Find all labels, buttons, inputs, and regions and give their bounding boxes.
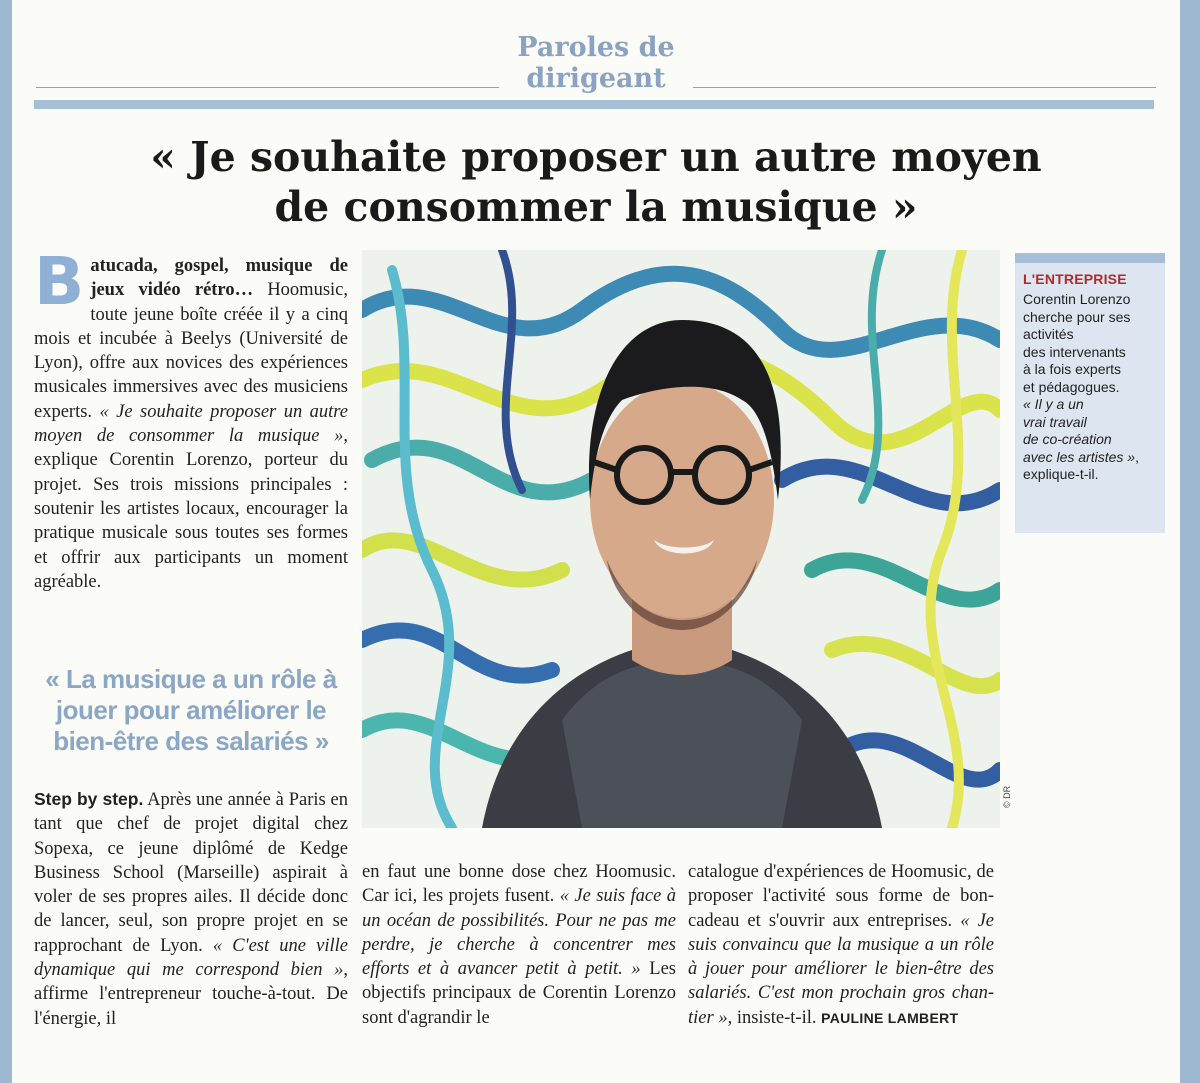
sidebar-line: et pédagogues.: [1023, 378, 1120, 395]
sidebar-quote-line: de co-création: [1023, 431, 1112, 447]
sidebar-quote-line: « Il y a un: [1023, 396, 1084, 412]
sidebar-bar: [1015, 253, 1165, 263]
pull-quote: « La musique a un rôle à jouer pour améliorer le bien-être des salariés »: [45, 664, 337, 756]
drop-cap: B: [34, 243, 85, 320]
step-quote: « C'est une ville dynamique qui me correspond bien »: [34, 935, 348, 981]
intro-text-continued: , explique Corentin Lorenzo, porteur du projet. Ses trois missions principales : soutenir les artistes locaux, encourager la pratique musicale sous toutes ses formes et offrir aux participants un moment agréable.: [34, 426, 348, 592]
rubric-line2: dirigeant: [517, 63, 674, 94]
sidebar-line: Corentin Lorenzo: [1023, 291, 1131, 307]
column-3: [688, 860, 994, 1030]
headline-line1: « Je souhaite proposer un autre moyen: [150, 133, 1042, 181]
sidebar-comma: ,: [1135, 448, 1139, 465]
step-text-continued: , affirme l'entrepreneur touche-à-tout. De l'énergie, il: [34, 960, 348, 1029]
headline: [12, 132, 1180, 232]
col3-text-continued: , insiste-t-il.: [727, 1007, 822, 1028]
rubric-line1: Paroles de: [517, 32, 675, 63]
sidebar-line: des intervenants: [1023, 343, 1126, 360]
magazine-page: [12, 0, 1180, 1083]
col3-quote: « Je suis convaincu que la musique a un rôle à jouer pour améliorer le bien-être des salariés. C'est mon prochain gros chantier »: [688, 910, 994, 1028]
col2-quote: « Je suis face à un océan de possibilités. Pour ne pas me perdre, je cherche à concentrer mes efforts et à avancer petit à petit. »: [362, 886, 676, 980]
intro-paragraph: [34, 243, 348, 594]
portrait-photo: [362, 250, 1000, 828]
col2-text-continued: Les objectifs principaux de Corentin Lorenzo sont d'agrandir le: [362, 959, 676, 1028]
sidebar-quote-tail: avec les artistes »: [1023, 448, 1136, 465]
rubric-bar: [34, 100, 1154, 109]
intro-lead: atucada, gospel, musique de jeux vidéo rétro…: [90, 256, 348, 301]
sidebar-title: L'ENTREPRISE: [1023, 271, 1127, 287]
sidebar-line: activités: [1023, 326, 1074, 342]
intro-quote: « Je souhaite proposer un autre moyen de consommer la musique »: [34, 401, 348, 447]
col2-text: en faut une bonne dose chez Hoomusic. Car ici, les projets fusent.: [362, 862, 676, 907]
sidebar-line: explique-t-il.: [1023, 466, 1099, 482]
intro-text: Hoomusic, toute jeune boîte créée il y a cinq mois et incubée à Beelys (Université de Lyon), offre aux novices des expériences musicales immersives avec des musiciens experts.: [34, 280, 348, 422]
step-paragraph: [34, 787, 348, 1031]
portrait-illustration: [362, 250, 1000, 828]
sidebar-quote-line: vrai travail: [1023, 413, 1087, 430]
byline: PAULINE LAMBERT: [821, 1009, 959, 1026]
sidebar-text: [1015, 287, 1165, 484]
column-2: [362, 860, 676, 1030]
sidebar-line: cherche pour ses: [1023, 308, 1131, 325]
col3-text: catalogue d'expériences de Hoomusic, de proposer l'activité sous forme de bon-cadeau et s'ouvrir aux entreprises.: [688, 862, 994, 931]
run-in-head: Step by step.: [34, 789, 144, 809]
step-text: Après une année à Paris en tant que chef de projet digital chez Sopexa, ce jeune diplômé de Kedge Business School (Marseille) aspirait à voler de ses propres ailes. Il décide donc de lancer, seul, son propre projet en se rapprochant de Lyon.: [34, 790, 348, 956]
headline-line2: de consommer la musique »: [274, 183, 918, 231]
sidebar-line: à la fois experts: [1023, 361, 1122, 377]
photo-credit: © DR: [1002, 785, 1012, 808]
company-sidebar: [1015, 253, 1165, 533]
rubric-label: [12, 32, 1180, 94]
